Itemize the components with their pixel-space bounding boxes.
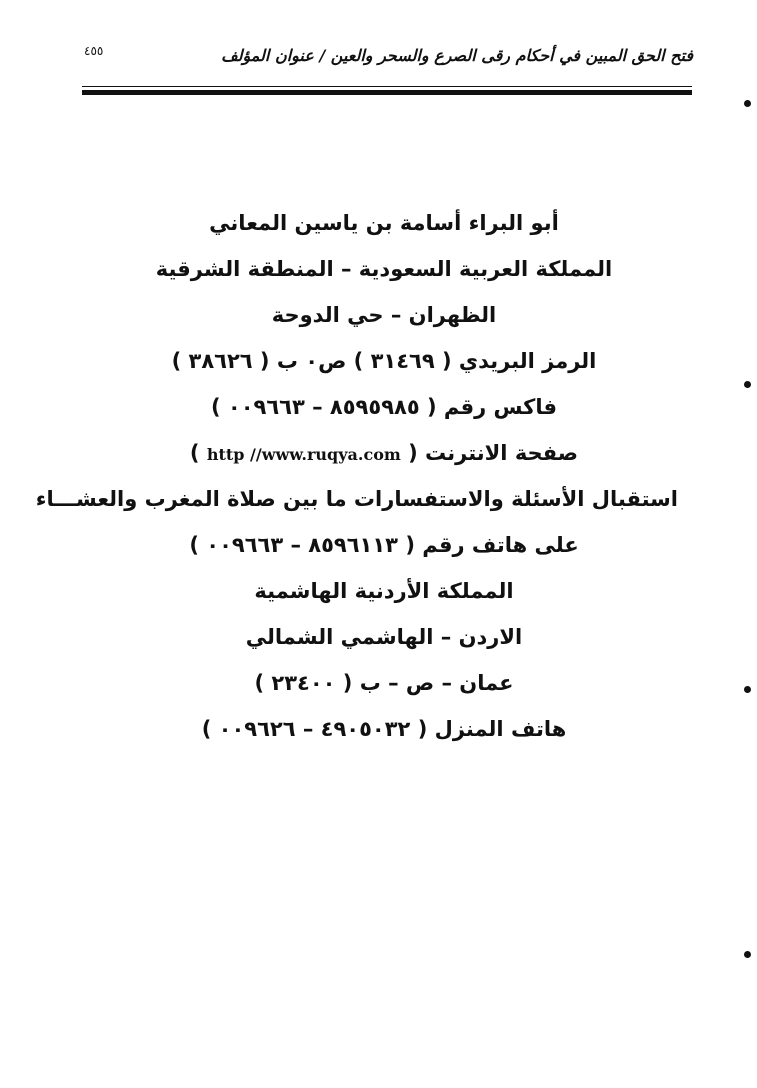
margin-bullet bbox=[744, 381, 751, 388]
author-name: أبو البراء أسامة بن ياسين المعاني bbox=[209, 211, 559, 235]
margin-bullet bbox=[744, 686, 751, 693]
country-jordan: المملكة الأردنية الهاشمية bbox=[254, 579, 514, 603]
header-rule-thick bbox=[82, 90, 692, 95]
fax-number: فاكس رقم ( ٨٥٩٥٩٨٥ – ٠٠٩٦٦٣ ) bbox=[210, 395, 558, 419]
city-district: الظهران – حي الدوحة bbox=[271, 303, 497, 327]
jordan-district: الاردن – الهاشمي الشمالي bbox=[245, 625, 523, 649]
author-address-block bbox=[35, 200, 678, 752]
website-line: صفحة الانترنت ( http //www.ruqya.com ) bbox=[189, 441, 579, 465]
page-number: ٤٥٥ bbox=[84, 44, 104, 58]
running-header-title: فتح الحق المبين في أحكام رقى الصرع والسحر والعين / عنوان المؤلف bbox=[221, 46, 693, 65]
margin-bullet bbox=[744, 100, 751, 107]
margin-bullet bbox=[744, 951, 751, 958]
postal-code: الرمز البريدي ( ٣١٤٦٩ ) ص٠ ب ( ٣٨٦٢٦ ) bbox=[171, 349, 597, 373]
website-url[interactable]: http //www.ruqya.com bbox=[206, 445, 401, 464]
country-region: المملكة العربية السعودية – المنطقة الشرقية bbox=[155, 257, 613, 281]
amman-po-box: عمان – ص – ب ( ٢٣٤٠٠ ) bbox=[254, 671, 514, 695]
phone-number: على هاتف رقم ( ٨٥٩٦١١٣ – ٠٠٩٦٦٣ ) bbox=[189, 533, 579, 557]
contact-hours: استقبال الأسئلة والاستفسارات ما بين صلاة المغرب والعشـــاء bbox=[35, 487, 678, 511]
home-phone: هاتف المنزل ( ٤٩٠٥٠٣٢ – ٠٠٩٦٢٦ ) bbox=[201, 717, 567, 741]
header-rule-thin bbox=[82, 86, 692, 87]
website-label: صفحة الانترنت bbox=[425, 441, 579, 465]
